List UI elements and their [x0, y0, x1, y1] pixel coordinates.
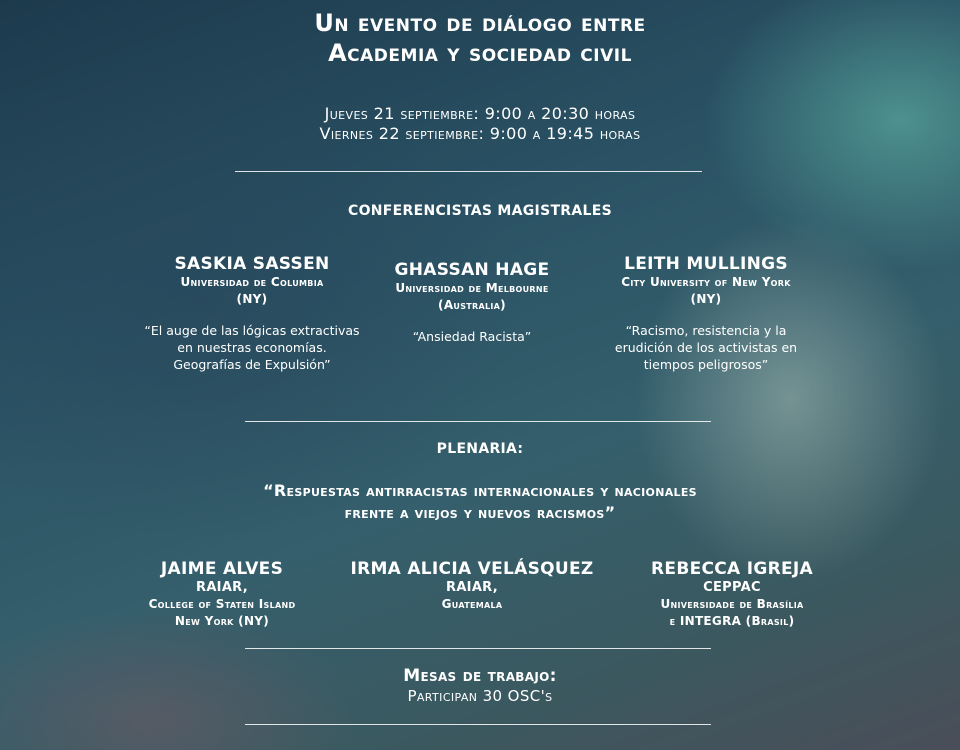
speaker-affiliation-location: (NY) [690, 292, 722, 306]
panelist-name: JAIME ALVES [160, 559, 284, 579]
event-title-line2: Academia y sociedad civil [328, 39, 632, 67]
keynote-speaker [132, 254, 372, 373]
talk-line: erudición de los activistas en [614, 340, 798, 355]
plenary-panelist [612, 559, 852, 630]
panelist-name: REBECCA IGREJA [651, 559, 813, 579]
panelist-name: IRMA ALICIA VELÁSQUEZ [350, 559, 594, 579]
event-schedule [0, 104, 960, 144]
keynotes-heading: CONFERENCISTAS MAGISTRALES [348, 203, 612, 219]
talk-line: “El auge de las lógicas extractivas [144, 323, 360, 338]
talk-line: “Ansiedad Racista” [412, 329, 532, 344]
plenary-panelist [112, 559, 332, 630]
schedule-day1: Jueves 21 septiembre: 9:00 a 20:30 horas [324, 104, 636, 123]
panelist-org: RAIAR, [446, 580, 498, 595]
plenary-title [0, 480, 960, 524]
speaker-affiliation-location: (NY) [236, 292, 268, 306]
panelist-affiliation: Universidade de Brasília [660, 597, 804, 611]
speaker-talk-title [132, 322, 372, 373]
speaker-name: SASKIA SASSEN [174, 254, 330, 274]
speaker-affiliation: Universidad de Columbia [180, 275, 324, 289]
workgroups-subtitle: Participan 30 OSC's [407, 687, 553, 705]
panelist-location: New York (NY) [174, 614, 270, 628]
divider [245, 421, 711, 422]
talk-line: tiempos peligrosos” [643, 357, 769, 372]
speaker-affiliation: City University of New York [621, 275, 791, 289]
talk-line: en nuestras economías. [177, 340, 327, 355]
keynote-speaker [352, 260, 592, 345]
plenary-heading: PLENARIA: [436, 441, 524, 457]
speaker-affiliation-location: (Australia) [438, 298, 506, 312]
keynote-speaker [586, 254, 826, 373]
schedule-day2: Viernes 22 septiembre: 9:00 a 19:45 horas [319, 124, 641, 143]
divider [245, 724, 711, 725]
talk-line: “Racismo, resistencia y la [625, 323, 787, 338]
panelist-org: RAIAR, [196, 580, 248, 595]
panelist-affiliation: College of Staten Island [148, 597, 296, 611]
plenary-title-line1: “Respuestas antirracistas internacionales y nacionales [263, 481, 697, 500]
speaker-talk-title [586, 322, 826, 373]
panelist-org: CEPPAC [703, 580, 761, 595]
event-title-line1: Un evento de diálogo entre [314, 9, 646, 37]
divider [245, 648, 711, 649]
panelist-location: e INTEGRA (Brasil) [669, 614, 795, 628]
workgroups-heading: Mesas de trabajo: [403, 666, 557, 686]
speaker-talk-title [352, 328, 592, 345]
speaker-name: LEITH MULLINGS [624, 254, 788, 274]
divider [235, 171, 702, 172]
speaker-affiliation: Universidad de Melbourne [395, 281, 549, 295]
plenary-title-line2: frente a viejos y nuevos racismos” [344, 503, 616, 522]
speaker-name: GHASSAN HAGE [394, 260, 550, 280]
talk-line: Geografías de Expulsión” [173, 357, 331, 372]
panelist-affiliation: Guatemala [441, 597, 503, 611]
plenary-panelist [332, 559, 612, 613]
event-title [0, 8, 960, 68]
